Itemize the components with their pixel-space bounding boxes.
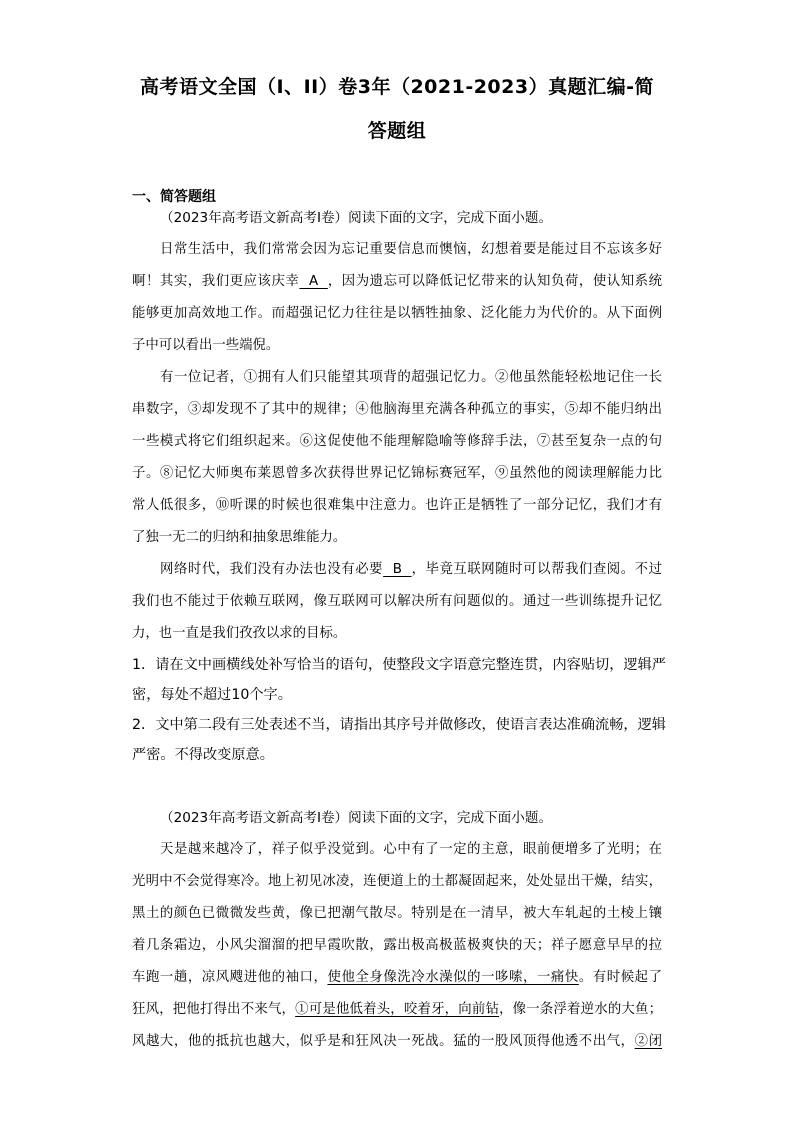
- passage2-line: 着几条霜边，小风尖溜溜的把早霞吹散，露出极高极蓝极爽快的天；祥子愿意早早的拉: [132, 938, 662, 953]
- passage1-line: 力，也一直是我们孜孜以求的目标。: [132, 626, 347, 641]
- text-span: 风越大，他的抵抗也越大，似乎是和狂风决一死战。猛的一股风顶得他透不出气，: [132, 1034, 635, 1049]
- blank-b: B: [383, 562, 412, 577]
- passage1-line: [132, 275, 662, 288]
- text-span: 网络时代，我们没有办法也没有必要: [160, 562, 384, 577]
- text-span: ，毕竟互联网随时可以帮我们查阅。不过: [411, 562, 663, 577]
- passage1-line: 日常生活中，我们常常会因为忘记重要信息而懊恼，幻想着要是能过目不忘该多好: [160, 242, 662, 257]
- passage1-line: [160, 563, 662, 576]
- text-span: 啊！其实，我们更应该庆幸: [132, 274, 300, 289]
- section-heading: 一、简答题组: [132, 189, 216, 205]
- question-2: 2．文中第二段有三处表述不当，请指出其序号并做修改，使语言表达准确流畅，逻辑: [132, 717, 666, 733]
- passage1-line: 有一位记者，①拥有人们只能望其项背的超强记忆力。②他虽然能轻松地记住一长: [160, 370, 662, 385]
- question-1: 1．请在文中画横线处补写恰当的语句，使整段文字语意完整连贯，内容贴切，逻辑严: [132, 657, 666, 673]
- passage2-line: 天是越来越冷了，祥子似乎没觉到。心中有了一定的主意，眼前便增多了光明；在: [160, 842, 662, 857]
- text-span: ，像一条浮着逆水的大鱼；: [499, 1002, 663, 1017]
- passage1-source: （2023年高考语文新高考Ⅰ卷）阅读下面的文字，完成下面小题。: [160, 210, 553, 226]
- passage1-line: 常人低很多，⑩听课的时候也很难集中注意力。也许正是牺牲了一部分记忆，我们才有: [132, 498, 662, 513]
- passage1-line: 了独一无二的归纳和抽象思维能力。: [132, 530, 347, 545]
- page-title-continued: 答题组: [367, 120, 427, 142]
- underlined-text: ②闭: [634, 1034, 663, 1049]
- question-1-continued: 密，每处不超过10个字。: [132, 687, 292, 703]
- passage1-line: 子中可以看出一些端倪。: [132, 338, 280, 353]
- passage2-line: [132, 971, 662, 984]
- text-span: 车跑一趟，凉风飕进他的袖口，: [132, 970, 328, 985]
- text-span: 狂风，把他打得出不来气，: [132, 1002, 296, 1017]
- text-span: 。有时候起了: [578, 970, 663, 985]
- underlined-text: ①可是他低着头，咬着牙，向前钻: [295, 1002, 500, 1017]
- passage1-line: 一些模式将它们组织起来。⑥这促使他不能理解隐喻等修辞手法，⑦甚至复杂一点的句: [132, 434, 662, 449]
- page-title: 高考语文全国（I、II）卷3年（2021-2023）真题汇编-简: [140, 76, 654, 98]
- passage2-line: [132, 1035, 662, 1048]
- question-2-continued: 严密。不得改变原意。: [132, 747, 274, 763]
- underlined-text: 使他全身像洗冷水澡似的一哆嗦，一痛快: [327, 970, 579, 985]
- passage1-line: 能够更加高效地工作。而超强记忆力往往是以牺牲抽象、泛化能力为代价的。从下面例: [132, 306, 662, 321]
- text-span: ，因为遗忘可以降低记忆带来的认知负荷，使认知系统: [327, 274, 663, 289]
- passage1-line: 串数字，③却发现不了其中的规律；④他脑海里充满各种孤立的事实，⑤却不能归纳出: [132, 402, 662, 417]
- passage1-line: 我们也不能过于依赖互联网，像互联网可以解决所有问题似的。通过一些训练提升记忆: [132, 594, 662, 609]
- passage2-line: 光明中不会觉得寒冷。地上初见冰凌，连便道上的土都凝固起来，处处显出干燥，结实，: [132, 874, 662, 889]
- blank-a: A: [299, 274, 328, 289]
- passage1-line: 子。⑧记忆大师奥布莱恩曾多次获得世界记忆锦标赛冠军，⑨虽然他的阅读理解能力比: [132, 466, 662, 481]
- passage2-line: 黑土的颜色已微微发些黄，像已把潮气散尽。特别是在一清早，被大车轧起的土棱上镶: [132, 906, 662, 921]
- passage2-source: （2023年高考语文新高考Ⅰ卷）阅读下面的文字，完成下面小题。: [160, 810, 553, 826]
- passage2-line: [132, 1003, 662, 1016]
